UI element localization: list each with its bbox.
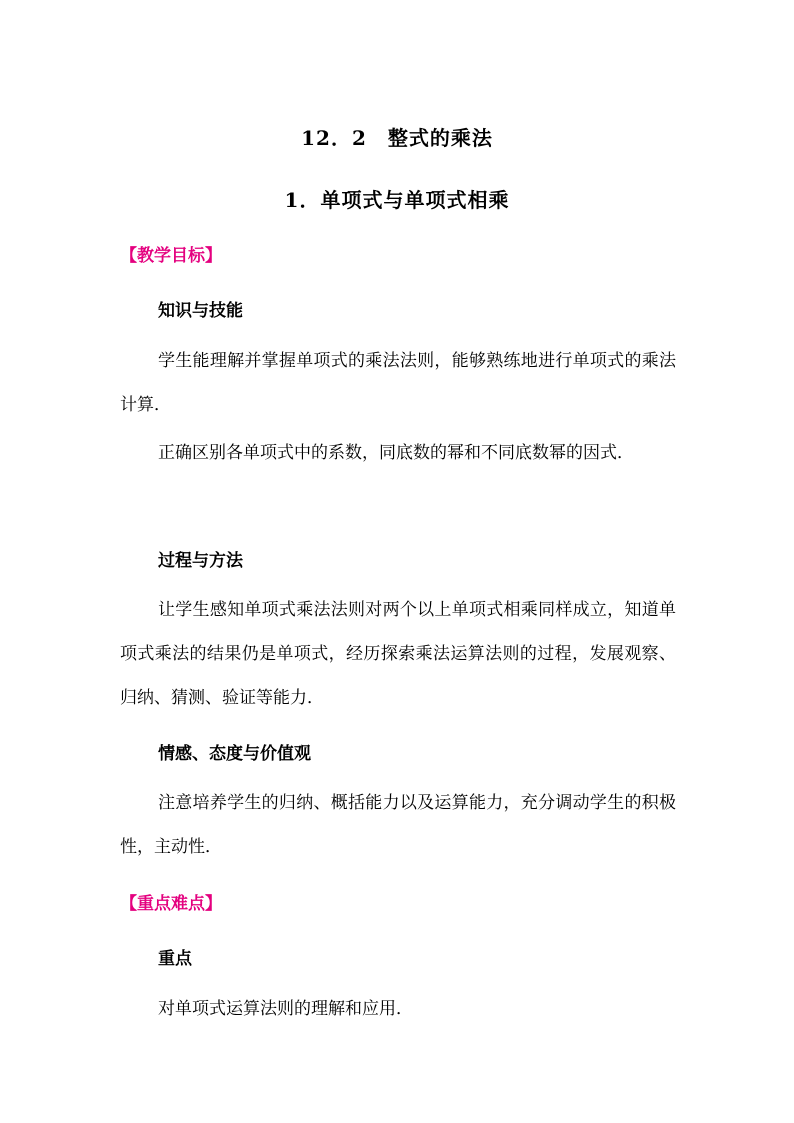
key-point-paragraph-1: 对单项式运算法则的理解和应用． [158,999,413,1019]
process-paragraph-1: 让学生感知单项式乘法法则对两个以上单项式相乘同样成立，知道单项式乘法的结果仍是单项式，经历探索乘法运算法则的过程，发展观察、归纳、猜测、验证等能力． [120,600,676,708]
key-points-heading: 【重点难点】 [120,894,222,914]
process-methods-heading: 过程与方法 [158,551,243,571]
attitude-paragraph-1: 注意培养学生的归纳、概括能力以及运算能力，充分调动学生的积极性，主动性． [120,793,676,857]
knowledge-paragraph-2: 正确区别各单项式中的系数，同底数的幂和不同底数幂的因式． [158,443,634,463]
key-point-heading: 重点 [158,949,192,969]
knowledge-paragraph-1: 学生能理解并掌握单项式的乘法法则，能够熟练地进行单项式的乘法计算． [120,351,676,415]
attitude-values-heading: 情感、态度与价值观 [158,744,311,764]
knowledge-skills-heading: 知识与技能 [158,301,243,321]
lesson-title: 1．单项式与单项式相乘 [284,188,510,212]
section-title: 12．2 整式的乘法 [301,126,493,150]
objectives-heading: 【教学目标】 [120,246,222,266]
